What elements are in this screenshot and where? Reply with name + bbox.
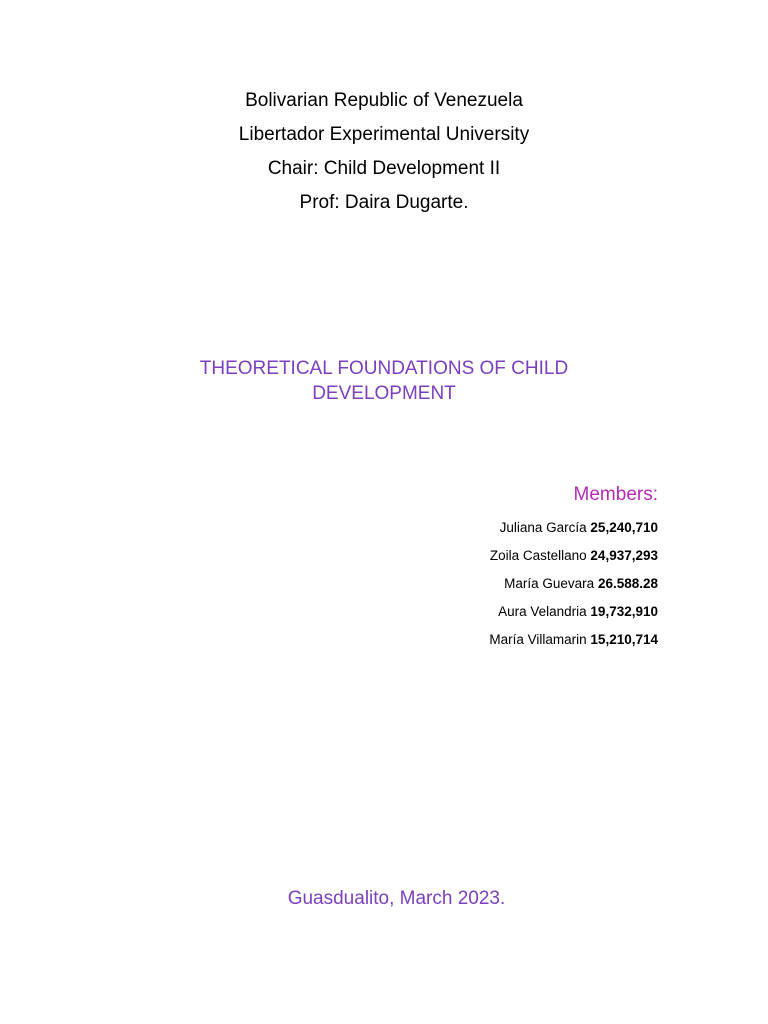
university-line: Libertador Experimental University bbox=[238, 124, 530, 145]
member-item bbox=[489, 626, 658, 654]
member-name: Zoila Castellano bbox=[489, 548, 587, 563]
member-name: Juliana García bbox=[499, 520, 587, 535]
professor-line: Prof: Daira Dugarte. bbox=[299, 192, 469, 213]
member-item bbox=[489, 598, 658, 626]
chair-line: Chair: Child Development II bbox=[267, 158, 501, 179]
member-id: 26.588.28 bbox=[597, 576, 658, 591]
member-id: 15,210,714 bbox=[590, 632, 658, 647]
institution-header bbox=[0, 84, 768, 220]
member-name: María Villamarin bbox=[489, 632, 587, 647]
member-name: María Guevara bbox=[504, 576, 595, 591]
members-heading: Members: bbox=[573, 484, 658, 505]
member-item bbox=[489, 542, 658, 570]
member-item bbox=[489, 514, 658, 542]
country-line: Bolivarian Republic of Venezuela bbox=[245, 90, 523, 111]
member-name: Aura Velandria bbox=[498, 604, 587, 619]
member-item bbox=[489, 570, 658, 598]
place-date: Guasdualito, March 2023. bbox=[287, 888, 506, 909]
members-list bbox=[489, 514, 658, 654]
member-id: 25,240,710 bbox=[590, 520, 658, 535]
member-id: 19,732,910 bbox=[590, 604, 658, 619]
document-title: THEORETICAL FOUNDATIONS OF CHILD DEVELOPMENT bbox=[199, 358, 569, 404]
member-id: 24,937,293 bbox=[590, 548, 658, 563]
